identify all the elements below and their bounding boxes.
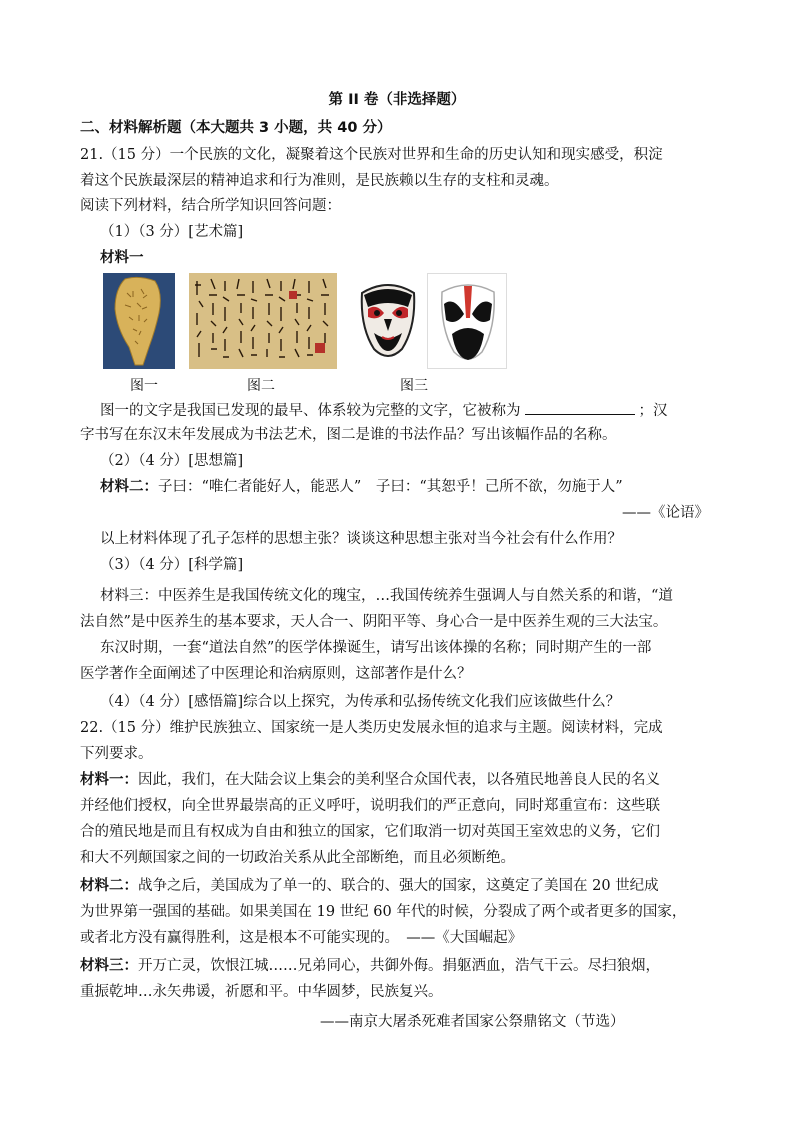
q22-material3-source: ——南京大屠杀死难者国家公祭鼎铭文（节选） xyxy=(320,1014,625,1030)
q22-material3-text: 开万亡灵，饮恨江城……兄弟同心，共御外侮。捐躯洒血，浩气干云。尽扫狼烟， xyxy=(138,958,660,974)
q22-intro-2: 下列要求。 xyxy=(80,746,153,762)
q21-p1-text-a: 图一的文字是我国已发现的最早、体系较为完整的文字，它被称为 xyxy=(100,403,521,419)
q21-part4: （4）（4 分）[感悟篇]综合以上探究，为传承和弘扬传统文化我们应该做些什么？ xyxy=(100,694,621,710)
q22-intro-1: 22.（15 分）维护民族独立、国家统一是人类历史发展永恒的追求与主题。阅读材料，完成 xyxy=(80,720,663,736)
q21-part2-label: （2）（4 分）[思想篇] xyxy=(100,453,244,469)
material3-line1: 材料三：中医养生是我国传统文化的瑰宝，…我国传统养生强调人与自然关系的和谐，“道 xyxy=(100,588,673,604)
material2-label: 材料二： xyxy=(100,479,158,495)
section-title: 第 II 卷（非选择题） xyxy=(328,92,466,108)
material2-source: ——《论语》 xyxy=(622,505,709,521)
q22-material1-line1 xyxy=(80,770,660,790)
answer-blank[interactable] xyxy=(525,400,635,415)
q21-intro-1: 21.（15 分）一个民族的文化，凝聚着这个民族对世界和生命的历史认知和现实感受，积淀 xyxy=(80,147,663,163)
material1-label: 材料一 xyxy=(100,250,144,266)
q21-part1-label: （1）（3 分）[艺术篇] xyxy=(100,224,244,240)
part-heading: 二、材料解析题（本大题共 3 小题，共 40 分） xyxy=(80,120,392,136)
q22-material1-text: 因此，我们，在大陆会议上集会的美利坚合众国代表，以各殖民地善良人民的名义 xyxy=(138,772,660,788)
q22-material3-line1 xyxy=(80,956,660,976)
q22-material2-line3: 或者北方没有赢得胜利，这是根本不可能实现的。 ——《大国崛起》 xyxy=(80,930,523,946)
q21-instruction: 阅读下列材料，结合所学知识回答问题： xyxy=(80,198,341,214)
caption-figure-3: 图三 xyxy=(400,378,428,394)
material2-text: 子曰：“唯仁者能好人，能恶人” 子曰：“其恕乎！己所不欲，勿施于人” xyxy=(158,479,623,495)
q22-material2-line1 xyxy=(80,876,659,896)
q22-material1-line4: 和大不列颠国家之间的一切政治关系从此全部断绝，而且必须断绝。 xyxy=(80,850,515,866)
opera-mask-outline-image xyxy=(427,273,507,369)
q21-part3-question-line1: 东汉时期，一套“道法自然”的医学体操诞生，请写出该体操的名称；同时期产生的一部 xyxy=(100,640,652,656)
q21-intro-2: 着这个民族最深层的精神追求和行为准则，是民族赖以生存的支柱和灵魂。 xyxy=(80,173,559,189)
q22-material2-line2: 为世界第一强国的基础。如果美国在 19 世纪 60 年代的时候，分裂成了两个或者更多的国家， xyxy=(80,904,687,920)
oracle-bone-image xyxy=(103,273,175,369)
q21-part3-label: （3）（4 分）[科学篇] xyxy=(100,557,244,573)
q21-p1-text-line2: 字书写在东汉末年发展成为书法艺术，图二是谁的书法作品？写出该幅作品的名称。 xyxy=(80,427,617,443)
q21-p1-text-line1 xyxy=(100,400,668,421)
q22-material1-line2: 并经他们授权，向全世界最崇高的正义呼吁，说明我们的严正意向，同时郑重宣布：这些联 xyxy=(80,798,660,814)
q22-material3-line2: 重振乾坤…永矢弗谖，祈愿和平。中华圆梦，民族复兴。 xyxy=(80,984,443,1000)
q21-part2-question: 以上材料体现了孔子怎样的思想主张？谈谈这种思想主张对当今社会有什么作用？ xyxy=(100,531,622,547)
opera-mask-image xyxy=(352,273,424,369)
q21-p1-text-b: ；汉 xyxy=(638,403,668,419)
calligraphy-image xyxy=(189,273,337,369)
caption-figure-1: 图一 xyxy=(130,378,158,394)
q22-material1-label: 材料一： xyxy=(80,772,138,788)
caption-figure-2: 图二 xyxy=(247,378,275,394)
q22-material2-text: 战争之后，美国成为了单一的、联合的、强大的国家，这奠定了美国在 20 世纪成 xyxy=(138,878,659,894)
q22-material2-label: 材料二： xyxy=(80,878,138,894)
material2-line xyxy=(100,477,623,497)
q22-material1-line3: 合的殖民地是而且有权成为自由和独立的国家，它们取消一切对英国王室效忠的义务，它们 xyxy=(80,824,660,840)
q22-material3-label: 材料三： xyxy=(80,958,138,974)
material3-line2: 法自然”是中医养生的基本要求，天人合一、阴阳平等、身心合一是中医养生观的三大法宝。 xyxy=(80,614,668,630)
q21-part3-question-line2: 医学著作全面阐述了中医理论和治病原则，这部著作是什么？ xyxy=(80,666,472,682)
